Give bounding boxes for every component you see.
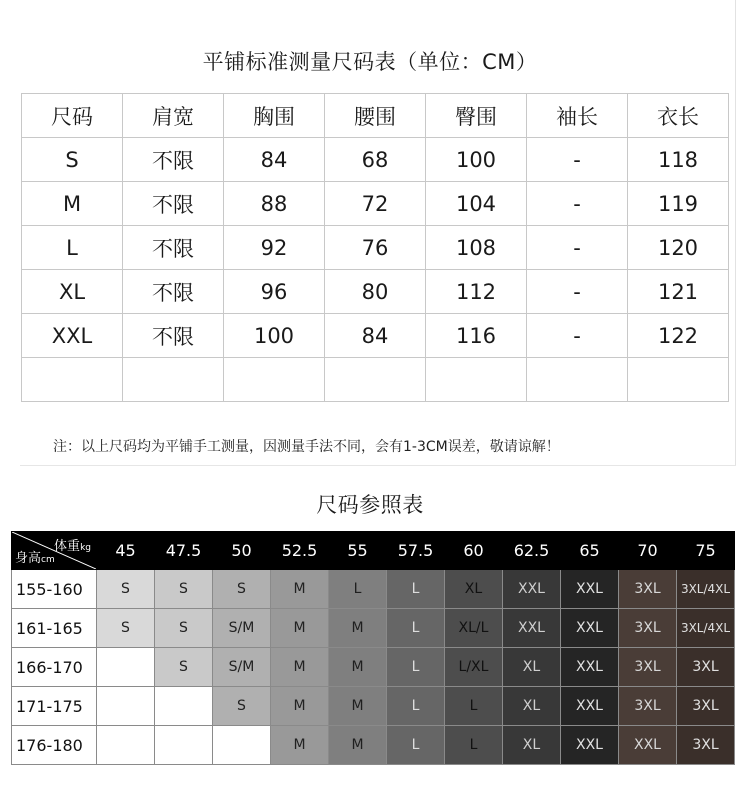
- height-range-cell: 166-170: [12, 648, 97, 687]
- size-cell: [155, 687, 213, 726]
- weight-header-cell: 50: [213, 532, 271, 570]
- weight-header-cell: 52.5: [271, 532, 329, 570]
- size-cell: M: [271, 570, 329, 609]
- weight-header-cell: 62.5: [503, 532, 561, 570]
- size-cell: 3XL: [619, 570, 677, 609]
- flat-table-header-cell: 臀围: [426, 94, 527, 138]
- size-cell: XXL: [619, 726, 677, 765]
- flat-table-cell: 68: [325, 138, 426, 182]
- size-cell: XL: [503, 687, 561, 726]
- height-row: [12, 609, 735, 648]
- flat-table-cell: M: [22, 182, 123, 226]
- size-cell: M: [329, 609, 387, 648]
- size-reference-table: [11, 531, 735, 765]
- size-cell: XXL: [503, 570, 561, 609]
- flat-table-cell: 92: [224, 226, 325, 270]
- flat-table-cell: [628, 358, 729, 402]
- size-cell: L: [445, 687, 503, 726]
- weight-header-cell: 57.5: [387, 532, 445, 570]
- size-cell: 3XL: [619, 609, 677, 648]
- size-cell: 3XL: [619, 687, 677, 726]
- flat-table-cell: -: [527, 314, 628, 358]
- height-row: [12, 648, 735, 687]
- height-axis-label: 身高cm: [15, 551, 55, 566]
- flat-table-cell: [224, 358, 325, 402]
- size-cell: M: [271, 609, 329, 648]
- size-cell: XL: [503, 648, 561, 687]
- weight-header-cell: 47.5: [155, 532, 213, 570]
- flat-table-cell: 88: [224, 182, 325, 226]
- size-cell: 3XL: [619, 648, 677, 687]
- flat-table-cell: 100: [224, 314, 325, 358]
- size-cell: XXL: [561, 609, 619, 648]
- size-cell: XL: [503, 726, 561, 765]
- flat-table-header-cell: 腰围: [325, 94, 426, 138]
- height-range-cell: 176-180: [12, 726, 97, 765]
- flat-table-cell: -: [527, 270, 628, 314]
- flat-table-cell: 122: [628, 314, 729, 358]
- size-cell: [97, 726, 155, 765]
- size-cell: [97, 648, 155, 687]
- weight-header-cell: 70: [619, 532, 677, 570]
- flat-table-header-cell: 胸围: [224, 94, 325, 138]
- flat-table-cell: [22, 358, 123, 402]
- flat-table-cell: 116: [426, 314, 527, 358]
- height-row: [12, 570, 735, 609]
- size-cell: L: [387, 726, 445, 765]
- size-cell: XXL: [561, 570, 619, 609]
- flat-table-cell: [426, 358, 527, 402]
- size-cell: S: [213, 570, 271, 609]
- corner-cell: [12, 532, 97, 570]
- flat-table-cell: [325, 358, 426, 402]
- weight-header-cell: 45: [97, 532, 155, 570]
- measurement-note: 注：以上尺码均为平铺手工测量，因测量手法不同，会有1-3CM误差，敬请谅解！: [53, 439, 560, 455]
- size-cell: [213, 726, 271, 765]
- flat-table-cell: 84: [325, 314, 426, 358]
- size-cell: S: [213, 687, 271, 726]
- flat-table-cell: XXL: [22, 314, 123, 358]
- flat-table-cell: 76: [325, 226, 426, 270]
- size-cell: S/M: [213, 648, 271, 687]
- size-cell: S: [155, 648, 213, 687]
- size-cell: M: [329, 648, 387, 687]
- height-range-cell: 155-160: [12, 570, 97, 609]
- flat-table-row: [22, 226, 729, 270]
- size-cell: 3XL: [677, 648, 735, 687]
- flat-table-cell: 112: [426, 270, 527, 314]
- flat-table-cell: 72: [325, 182, 426, 226]
- flat-table-row: [22, 182, 729, 226]
- flat-table-cell: -: [527, 138, 628, 182]
- size-cell: XXL: [561, 648, 619, 687]
- flat-table-header-cell: 肩宽: [123, 94, 224, 138]
- flat-table-cell: [123, 358, 224, 402]
- size-cell: L: [329, 570, 387, 609]
- flat-table-cell: XL: [22, 270, 123, 314]
- size-cell: M: [329, 687, 387, 726]
- height-range-cell: 161-165: [12, 609, 97, 648]
- flat-measurement-table: [21, 93, 729, 402]
- weight-axis-label: 体重kg: [54, 539, 91, 554]
- flat-table-cell: S: [22, 138, 123, 182]
- size-cell: S/M: [213, 609, 271, 648]
- flat-table-cell: [527, 358, 628, 402]
- flat-table-cell: -: [527, 226, 628, 270]
- size-cell: 3XL/4XL: [677, 609, 735, 648]
- flat-table-cell: 104: [426, 182, 527, 226]
- weight-header-cell: 60: [445, 532, 503, 570]
- size-cell: L: [387, 570, 445, 609]
- flat-table-header-cell: 衣长: [628, 94, 729, 138]
- flat-table-cell: 不限: [123, 138, 224, 182]
- frame-bottom-border: [20, 465, 736, 466]
- flat-table-cell: 不限: [123, 182, 224, 226]
- flat-table-cell: 80: [325, 270, 426, 314]
- flat-table-cell: -: [527, 182, 628, 226]
- size-cell: XXL: [561, 687, 619, 726]
- flat-table-cell: 119: [628, 182, 729, 226]
- flat-table-row: [22, 314, 729, 358]
- flat-table-cell: 不限: [123, 226, 224, 270]
- flat-table-header-cell: 尺码: [22, 94, 123, 138]
- size-cell: XL/L: [445, 609, 503, 648]
- flat-table-header-cell: 袖长: [527, 94, 628, 138]
- size-cell: XXL: [503, 609, 561, 648]
- size-cell: M: [271, 687, 329, 726]
- height-row: [12, 687, 735, 726]
- size-cell: M: [271, 648, 329, 687]
- flat-table-title: 平铺标准测量尺码表（单位：CM）: [202, 50, 538, 74]
- weight-header-cell: 75: [677, 532, 735, 570]
- size-cell: M: [271, 726, 329, 765]
- weight-header-cell: 65: [561, 532, 619, 570]
- size-cell: L/XL: [445, 648, 503, 687]
- size-cell: 3XL: [677, 726, 735, 765]
- flat-table-row: [22, 138, 729, 182]
- flat-table-cell: 120: [628, 226, 729, 270]
- flat-table-cell: L: [22, 226, 123, 270]
- flat-table-row: [22, 358, 729, 402]
- weight-header-row: [12, 532, 735, 570]
- size-cell: S: [97, 570, 155, 609]
- flat-table-row: [22, 270, 729, 314]
- flat-table-cell: 100: [426, 138, 527, 182]
- size-cell: L: [387, 609, 445, 648]
- weight-header-cell: 55: [329, 532, 387, 570]
- flat-table-cell: 96: [224, 270, 325, 314]
- size-cell: M: [329, 726, 387, 765]
- size-cell: [97, 687, 155, 726]
- reference-table-title: 尺码参照表: [316, 493, 424, 517]
- size-cell: L: [445, 726, 503, 765]
- height-range-cell: 171-175: [12, 687, 97, 726]
- size-cell: 3XL: [677, 687, 735, 726]
- size-cell: XL: [445, 570, 503, 609]
- flat-table-cell: 108: [426, 226, 527, 270]
- flat-table-cell: 不限: [123, 270, 224, 314]
- flat-table-cell: 121: [628, 270, 729, 314]
- flat-table-header-row: [22, 94, 729, 138]
- size-cell: S: [155, 570, 213, 609]
- flat-table-cell: 118: [628, 138, 729, 182]
- size-cell: 3XL/4XL: [677, 570, 735, 609]
- size-cell: L: [387, 648, 445, 687]
- size-cell: XXL: [561, 726, 619, 765]
- flat-table-cell: 84: [224, 138, 325, 182]
- flat-table-cell: 不限: [123, 314, 224, 358]
- size-cell: [155, 726, 213, 765]
- height-row: [12, 726, 735, 765]
- size-cell: S: [97, 609, 155, 648]
- size-cell: L: [387, 687, 445, 726]
- size-cell: S: [155, 609, 213, 648]
